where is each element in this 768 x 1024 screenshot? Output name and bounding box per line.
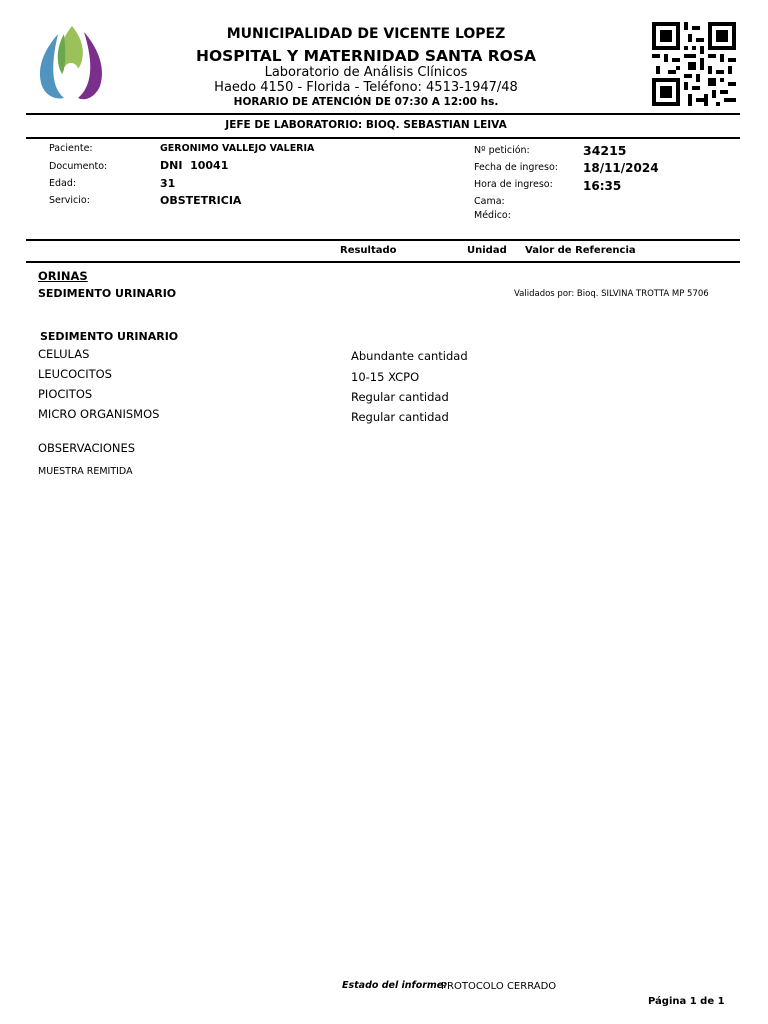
observations-text: MUESTRA REMITIDA xyxy=(38,466,133,477)
result-name: CELULAS xyxy=(38,347,90,361)
hospital-name: HOSPITAL Y MATERNIDAD SANTA ROSA xyxy=(195,47,537,65)
qr-code-icon xyxy=(652,22,736,106)
doctor-label: Médico: xyxy=(474,210,511,221)
opening-hours: HORARIO DE ATENCIÓN DE 07:30 A 12:00 hs. xyxy=(233,96,499,108)
divider xyxy=(26,113,740,115)
lab-name: Laboratorio de Análisis Clínicos xyxy=(264,65,468,80)
result-name: LEUCOCITOS xyxy=(38,367,112,381)
observations-label: OBSERVACIONES xyxy=(38,441,136,455)
result-value: Regular cantidad xyxy=(351,390,449,404)
category-title: ORINAS xyxy=(38,269,88,283)
document-label: Documento: xyxy=(49,161,108,172)
column-result: Resultado xyxy=(340,245,397,256)
entry-date-label: Fecha de ingreso: xyxy=(474,162,558,173)
validated-by: Validados por: Bioq. SILVINA TROTTA MP 5706 xyxy=(514,289,709,299)
result-name: MICRO ORGANISMOS xyxy=(38,407,160,421)
patient-name: GERONIMO VALLEJO VALERIA xyxy=(160,143,315,154)
entry-date: 18/11/2024 xyxy=(583,161,659,175)
entry-time-label: Hora de ingreso: xyxy=(474,179,553,190)
hospital-logo-icon xyxy=(34,24,108,104)
result-value: Abundante cantidad xyxy=(351,349,468,363)
request-number-label: Nº petición: xyxy=(474,145,530,156)
bed-label: Cama: xyxy=(474,196,505,207)
lab-chief: JEFE DE LABORATORIO: BIOQ. SEBASTIAN LEIVA xyxy=(225,119,507,131)
divider xyxy=(26,137,740,139)
municipality-name: MUNICIPALIDAD DE VICENTE LOPEZ xyxy=(226,26,506,42)
request-number: 34215 xyxy=(583,143,627,158)
result-value: 10-15 XCPO xyxy=(351,370,420,384)
divider xyxy=(26,239,740,241)
section-subtitle: SEDIMENTO URINARIO xyxy=(40,330,179,343)
column-reference: Valor de Referencia xyxy=(525,245,636,256)
address-phone: Haedo 4150 - Florida - Teléfono: 4513-1947/48 xyxy=(214,80,518,95)
report-status: PROTOCOLO CERRADO xyxy=(441,981,557,992)
divider xyxy=(26,261,740,263)
column-unit: Unidad xyxy=(467,245,507,256)
patient-name-label: Paciente: xyxy=(49,143,93,154)
document-value: DNI 10041 xyxy=(160,159,229,172)
page-number: Página 1 de 1 xyxy=(648,996,725,1007)
entry-time: 16:35 xyxy=(583,179,622,193)
result-value: Regular cantidad xyxy=(351,410,449,424)
report-status-label: Estado del informe: xyxy=(342,980,448,991)
age-label: Edad: xyxy=(49,178,77,189)
service-value: OBSTETRICIA xyxy=(160,194,242,207)
result-name: PIOCITOS xyxy=(38,387,93,401)
study-title: SEDIMENTO URINARIO xyxy=(38,287,177,300)
service-label: Servicio: xyxy=(49,195,90,206)
age-value: 31 xyxy=(160,177,176,190)
